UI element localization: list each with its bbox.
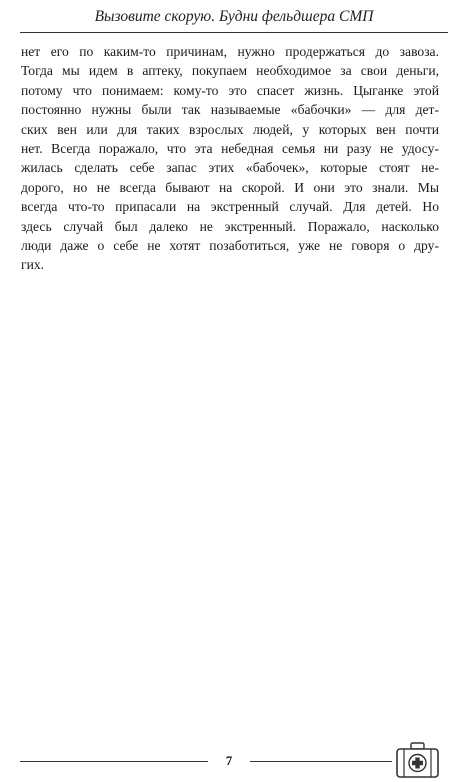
text-line: дорого, но не всегда бывают на скорой. И они это знали. Мы: [21, 179, 439, 195]
book-title: Вызовите скорую. Будни фельдшера СМП: [94, 8, 374, 25]
text-line: ских вен или для таких взрослых людей, у которых вен почти: [21, 121, 439, 137]
text-line-last: гих.: [21, 257, 45, 273]
text-line: постоянно нужны были так называемые «бабочки» — для дет-: [21, 102, 439, 118]
first-aid-kit-icon: [395, 741, 440, 779]
footer-rule-right: [250, 761, 392, 762]
text-line: потому что понимаем: кому-то это спасет жизнь. Цыганке этой: [21, 82, 439, 98]
text-line: нет. Всегда поражало, что эта небедная семья ни разу не удосу-: [21, 141, 439, 157]
page-number: 7: [225, 753, 233, 768]
body-text: [21, 42, 439, 275]
footer-rule-left: [20, 761, 208, 762]
text-line: жилась сделать себе запас этих «бабочек», которые стоят не-: [21, 160, 439, 176]
text-line: всегда что-то припасали на экстренный случай. Для детей. Но: [21, 199, 439, 215]
text-line: нет его по каким-то причинам, нужно продержаться до завоза.: [21, 44, 439, 59]
text-line: люди даже о себе не хотят позаботиться, уже не говоря о дру-: [21, 238, 439, 254]
text-line: Тогда мы идем в аптеку, покупаем необходимое за свои деньги,: [21, 63, 439, 79]
running-header: [20, 6, 448, 33]
text-line: здесь случай был далеко не экстренный. Поражало, насколько: [21, 218, 439, 234]
